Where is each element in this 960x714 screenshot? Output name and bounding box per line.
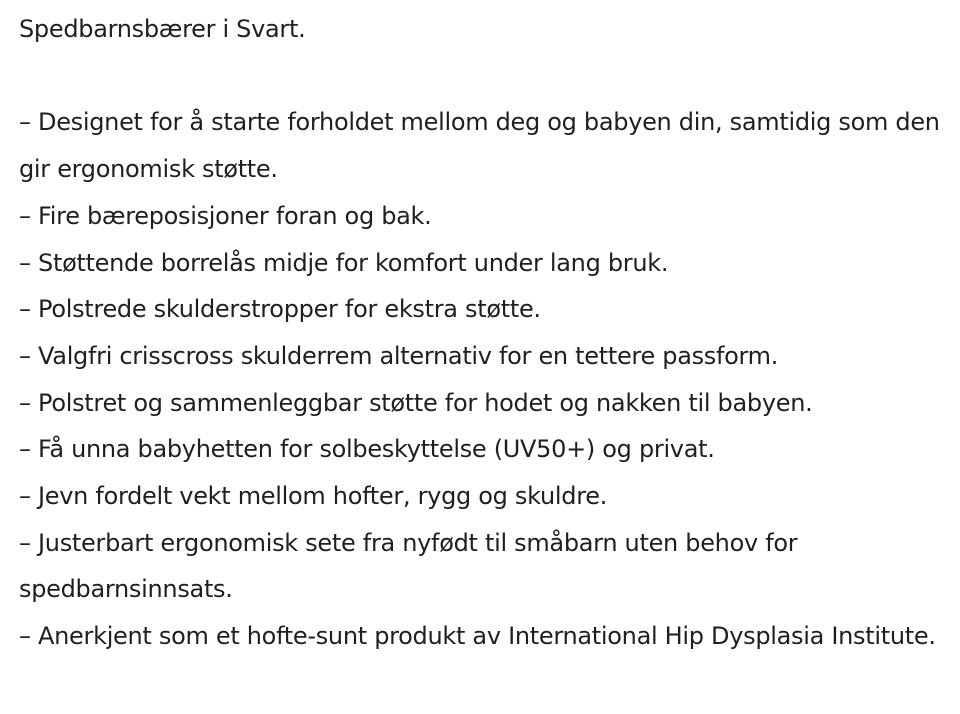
feature-item: – Støttende borrelås midje for komfort under lang bruk. [19, 248, 669, 277]
feature-item: – Anerkjent som et hofte-sunt produkt av International Hip Dysplasia Institute. [19, 622, 936, 651]
product-description [19, 6, 954, 660]
feature-item: – Polstret og sammenleggbar støtte for hodet og nakken til babyen. [19, 388, 813, 417]
feature-item: – Jevn fordelt vekt mellom hofter, rygg og skuldre. [19, 482, 608, 511]
feature-list [19, 99, 954, 659]
feature-item: – Fire bæreposisjoner foran og bak. [19, 201, 432, 230]
blank-line [19, 53, 954, 100]
feature-item: – Justerbart ergonomisk sete fra nyfødt til småbarn uten behov for spedbarnsinnsats. [19, 528, 798, 604]
feature-item: – Få unna babyhetten for solbeskyttelse (UV50+) og privat. [19, 435, 715, 464]
feature-item: – Designet for å starte forholdet mellom deg og babyen din, samtidig som den gir ergonomisk støtte. [19, 108, 940, 184]
product-title: Spedbarnsbærer i Svart. [19, 15, 306, 43]
feature-item: – Polstrede skulderstropper for ekstra støtte. [19, 295, 541, 324]
feature-item: – Valgfri crisscross skulderrem alternativ for en tettere passform. [19, 341, 779, 370]
